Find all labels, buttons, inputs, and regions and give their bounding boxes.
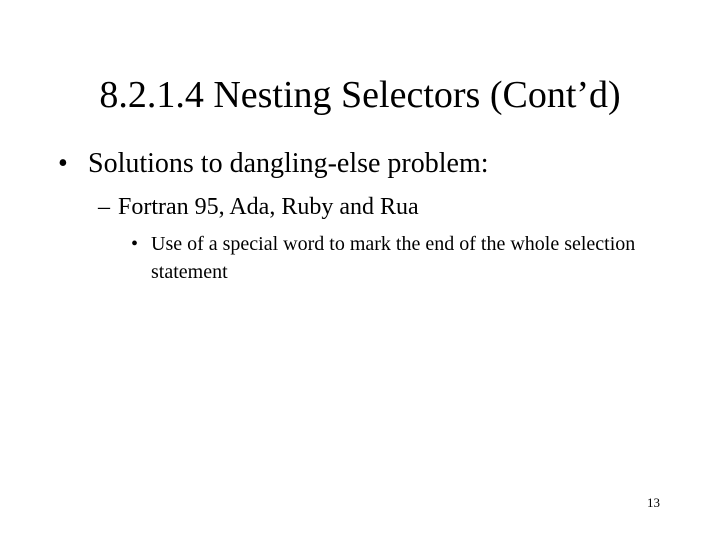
bullet-text: Use of a special word to mark the end of the whole selection statement: [151, 233, 636, 283]
slide-title: 8.2.1.4 Nesting Selectors (Cont’d): [99, 74, 621, 116]
bullet-marker: •: [131, 233, 139, 255]
dash-marker: –: [98, 194, 110, 220]
bullet-text: Fortran 95, Ada, Ruby and Rua: [118, 194, 419, 220]
bullet-text: Solutions to dangling-else problem:: [88, 148, 489, 179]
bullet-marker: •: [58, 148, 68, 179]
page-number: 13: [647, 495, 660, 510]
